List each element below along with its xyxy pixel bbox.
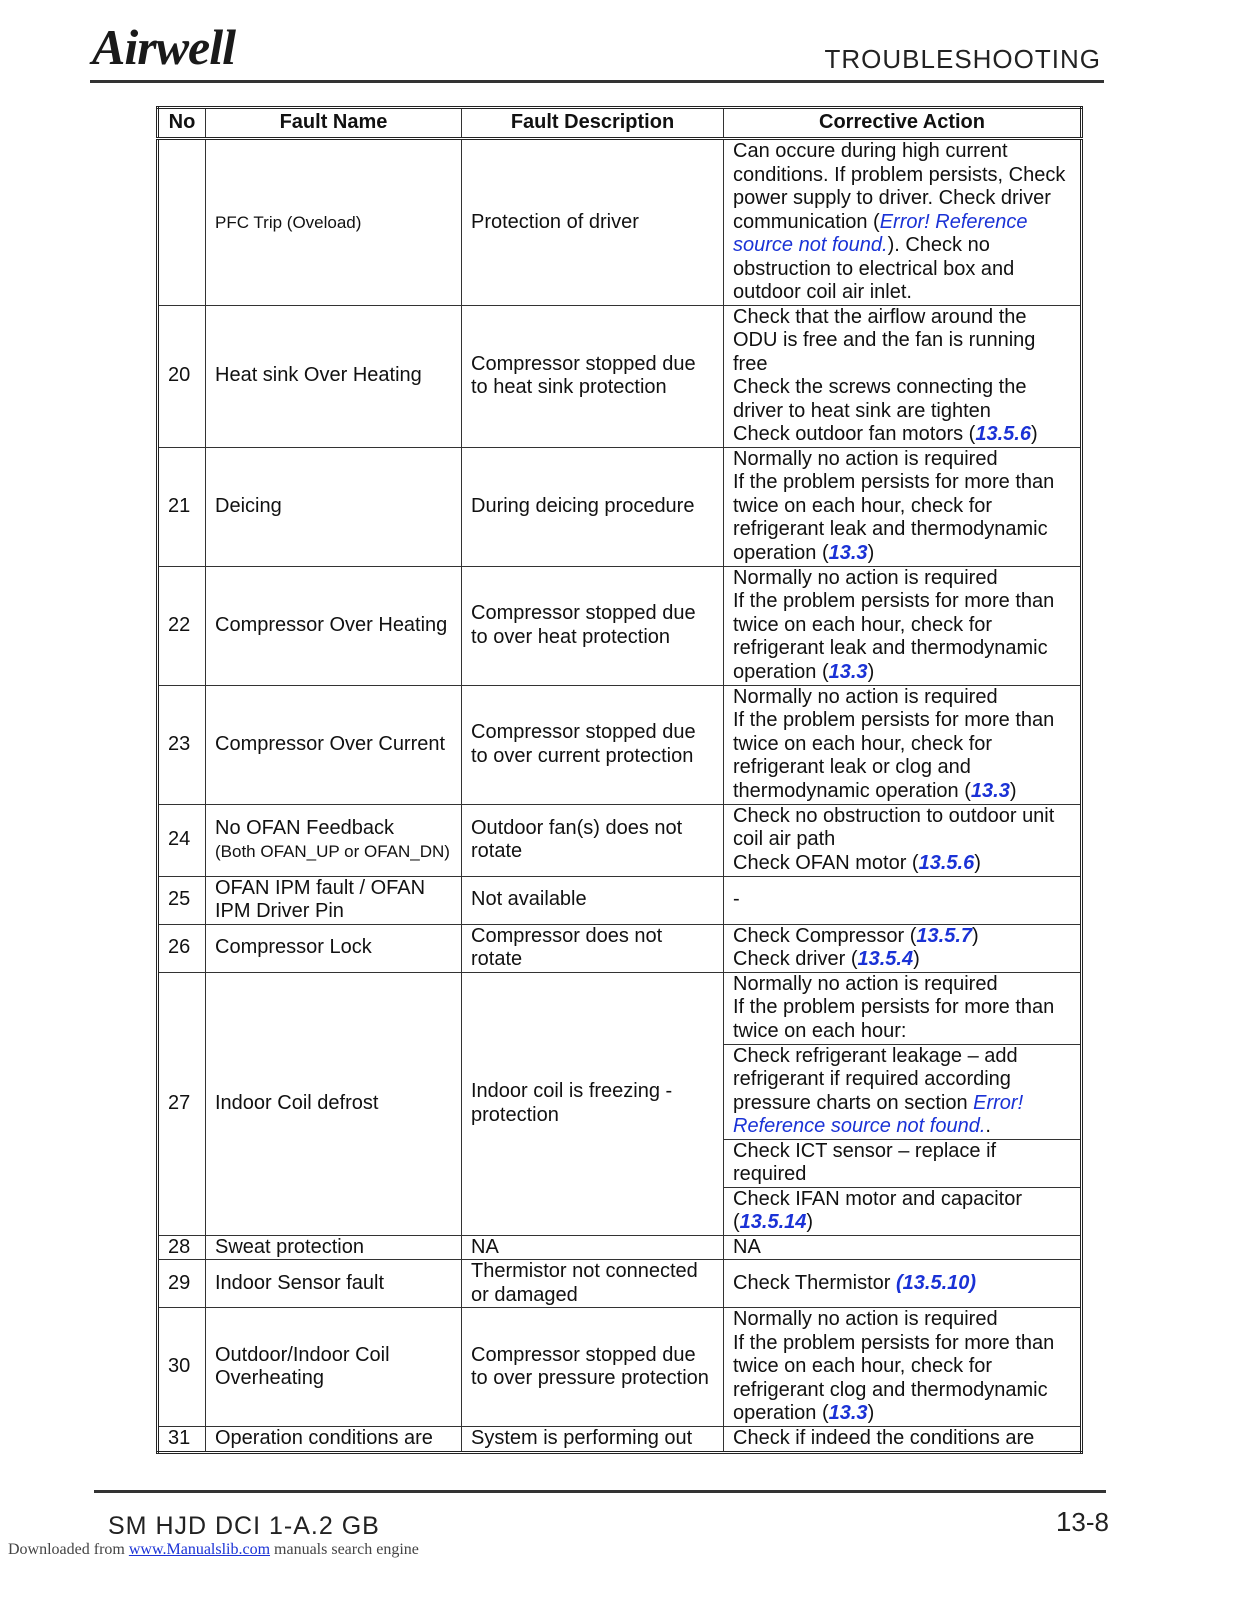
fault-name xyxy=(206,804,462,876)
fault-description: Indoor coil is freezing - protection xyxy=(462,972,724,1235)
action-line: Normally no action is required xyxy=(733,972,998,995)
section-title: TROUBLESHOOTING xyxy=(824,44,1101,74)
fault-description: System is performing out xyxy=(462,1427,724,1453)
corrective-action xyxy=(724,924,1082,972)
header-no: No xyxy=(158,108,206,139)
fault-name: Indoor Sensor fault xyxy=(206,1260,462,1308)
action-text: If the problem persists for more than twice on each hour, check for refrigerant leak and thermodynamic operation ( xyxy=(733,471,1055,564)
fault-description: Compressor does not rotate xyxy=(462,924,724,972)
reference-link[interactable]: Error! Reference source not found. xyxy=(733,1091,1024,1137)
table-row xyxy=(158,685,1082,804)
action-text: ) xyxy=(867,660,875,683)
reference-link[interactable]: (13.5.10) xyxy=(896,1271,977,1294)
action-line: Normally no action is required xyxy=(733,685,998,708)
fault-name: Deicing xyxy=(206,447,462,566)
corrective-action: Check if indeed the conditions are xyxy=(724,1427,1082,1453)
corrective-action: - xyxy=(724,876,1082,924)
table-row xyxy=(158,1427,1082,1453)
table-row xyxy=(158,1308,1082,1427)
action-text: ) xyxy=(972,924,979,947)
airwell-logo: Airwell xyxy=(92,19,236,75)
document-code: SM HJD DCI 1-A.2 GB xyxy=(108,1512,380,1540)
action-text: ) xyxy=(1030,423,1038,445)
action-text: If the problem persists for more than twice on each hour, check for refrigerant leak or clog and thermodynamic operation ( xyxy=(733,709,1055,802)
action-line: Check no obstruction to outdoor unit coil air path xyxy=(733,804,1055,851)
corrective-action xyxy=(724,972,1082,1044)
fault-description: Compressor stopped due to over current protection xyxy=(462,685,724,804)
action-line: If the problem persists for more than twice on each hour: xyxy=(733,996,1055,1042)
reference-link[interactable]: 13.5.14 xyxy=(739,1211,807,1233)
fault-no: 20 xyxy=(158,305,206,447)
action-line xyxy=(733,471,1071,565)
action-text: Check OFAN motor ( xyxy=(733,851,919,874)
table-row xyxy=(158,876,1082,924)
reference-link[interactable]: 13.5.6 xyxy=(975,423,1031,445)
fault-no: 26 xyxy=(158,924,206,972)
table-row xyxy=(158,804,1082,876)
table-row xyxy=(158,566,1082,685)
fault-name: Operation conditions are xyxy=(206,1427,462,1453)
corrective-action xyxy=(724,1044,1082,1139)
fault-name: Indoor Coil defrost xyxy=(206,972,462,1235)
action-text: If the problem persists for more than twice on each hour, check for refrigerant clog and thermodynamic operation ( xyxy=(733,1331,1055,1425)
action-line: Check that the airflow around the ODU is free and the fan is running free xyxy=(733,305,1036,375)
action-line xyxy=(733,709,1071,803)
fault-description: NA xyxy=(462,1235,724,1260)
header-fault-description: Fault Description xyxy=(462,108,724,139)
header-fault-name: Fault Name xyxy=(206,108,462,139)
header-corrective-action: Corrective Action xyxy=(724,108,1082,139)
manualslib-link[interactable]: www.Manualslib.com xyxy=(128,1541,271,1558)
action-text: ) xyxy=(867,1402,875,1425)
action-text: . xyxy=(985,1115,991,1137)
fault-name-note: (Both OFAN_UP or OFAN_DN) xyxy=(215,842,450,861)
corrective-action: Check ICT sensor – replace if required xyxy=(724,1139,1082,1187)
action-text: ). Check no obstruction to electrical box and outdoor coil air inlet. xyxy=(733,234,1015,303)
action-line: Normally no action is required xyxy=(733,447,998,470)
fault-table xyxy=(156,106,1083,1454)
page-number-rest: 3-8 xyxy=(1071,1507,1109,1537)
table-row xyxy=(158,139,1082,306)
fault-no: 24 xyxy=(158,804,206,876)
table-row xyxy=(158,447,1082,566)
action-text: Check driver ( xyxy=(733,948,858,970)
download-suffix: manuals search engine xyxy=(270,1541,419,1558)
action-line xyxy=(733,1332,1071,1426)
fault-no: 30 xyxy=(158,1308,206,1427)
action-line xyxy=(733,925,1071,949)
fault-name: Compressor Over Current xyxy=(206,685,462,804)
download-prefix: Downloaded from xyxy=(8,1541,129,1558)
fault-name-main: No OFAN Feedback xyxy=(215,816,394,839)
table-header-row xyxy=(158,108,1082,139)
footer-divider xyxy=(94,1490,1106,1493)
action-line: Normally no action is required xyxy=(733,1308,998,1331)
fault-description: Compressor stopped due to heat sink protection xyxy=(462,305,724,447)
fault-description: Outdoor fan(s) does not rotate xyxy=(462,804,724,876)
corrective-action xyxy=(724,1187,1082,1235)
page-number-prefix: 1 xyxy=(1055,1506,1072,1537)
reference-link[interactable]: 13.3 xyxy=(970,779,1010,802)
corrective-action xyxy=(724,1308,1082,1427)
fault-no: 22 xyxy=(158,566,206,685)
reference-link[interactable]: 13.3 xyxy=(828,1402,868,1425)
fault-name: OFAN IPM fault / OFAN IPM Driver Pin xyxy=(206,876,462,924)
fault-no: 27 xyxy=(158,972,206,1235)
action-line xyxy=(733,590,1071,684)
table-row xyxy=(158,1235,1082,1260)
fault-description: Protection of driver xyxy=(462,139,724,306)
reference-link[interactable]: 13.3 xyxy=(828,541,868,564)
table-row xyxy=(158,924,1082,972)
action-text: Check outdoor fan motors ( xyxy=(733,423,976,445)
fault-description: Compressor stopped due to over pressure protection xyxy=(462,1308,724,1427)
corrective-action: NA xyxy=(724,1235,1082,1260)
action-text: Check Thermistor xyxy=(733,1271,897,1294)
table-row xyxy=(158,305,1082,447)
fault-no: 21 xyxy=(158,447,206,566)
action-text: Check refrigerant leakage – add refrigerant if required according pressure charts on section xyxy=(733,1044,1018,1114)
fault-name: Compressor Over Heating xyxy=(206,566,462,685)
fault-description: Not available xyxy=(462,876,724,924)
corrective-action xyxy=(724,685,1082,804)
fault-description: During deicing procedure xyxy=(462,447,724,566)
corrective-action xyxy=(724,804,1082,876)
action-text: Can occure during high current conditions. If problem persists, Check power supply to driver. Check driver communication ( xyxy=(733,140,1066,233)
fault-name: PFC Trip (Oveload) xyxy=(206,139,462,306)
action-line: Normally no action is required xyxy=(733,566,998,589)
action-text: ) xyxy=(867,541,875,564)
fault-no: 31 xyxy=(158,1427,206,1453)
action-line xyxy=(733,852,1071,876)
reference-link[interactable]: 13.3 xyxy=(828,660,868,683)
fault-no: 29 xyxy=(158,1260,206,1308)
action-text: ) xyxy=(806,1211,814,1233)
fault-no: 25 xyxy=(158,876,206,924)
reference-link[interactable]: 13.5.7 xyxy=(916,924,972,947)
table-row xyxy=(158,1260,1082,1308)
fault-no: 28 xyxy=(158,1235,206,1260)
action-line xyxy=(733,423,1071,447)
fault-name: Sweat protection xyxy=(206,1235,462,1260)
corrective-action xyxy=(724,447,1082,566)
action-text: ) xyxy=(913,948,920,970)
corrective-action xyxy=(724,139,1082,306)
reference-link[interactable]: Error! Reference source not found. xyxy=(733,210,1028,256)
reference-link[interactable]: 13.5.4 xyxy=(857,948,914,970)
action-text: Check IFAN motor and capacitor ( xyxy=(733,1187,1023,1233)
action-line xyxy=(733,948,1071,972)
action-text: If the problem persists for more than twice on each hour, check for refrigerant leak and thermodynamic operation ( xyxy=(733,590,1055,683)
fault-description: Thermistor not connected or damaged xyxy=(462,1260,724,1308)
header-divider xyxy=(90,80,1104,83)
fault-no: 23 xyxy=(158,685,206,804)
fault-name: Outdoor/Indoor Coil Overheating xyxy=(206,1308,462,1427)
action-text: Check Compressor ( xyxy=(733,924,917,947)
action-text: ) xyxy=(1009,779,1017,802)
fault-name: Heat sink Over Heating xyxy=(206,305,462,447)
action-line: Check the screws connecting the driver to heat sink are tighten xyxy=(733,376,1027,422)
fault-no xyxy=(158,139,206,306)
fault-description: Compressor stopped due to over heat protection xyxy=(462,566,724,685)
corrective-action xyxy=(724,566,1082,685)
corrective-action xyxy=(724,305,1082,447)
action-text: ) xyxy=(974,851,981,874)
corrective-action xyxy=(724,1260,1082,1308)
page-number xyxy=(1056,1506,1109,1538)
download-notice xyxy=(8,1541,419,1559)
reference-link[interactable]: 13.5.6 xyxy=(918,851,975,874)
fault-name: Compressor Lock xyxy=(206,924,462,972)
table-row xyxy=(158,972,1082,1044)
